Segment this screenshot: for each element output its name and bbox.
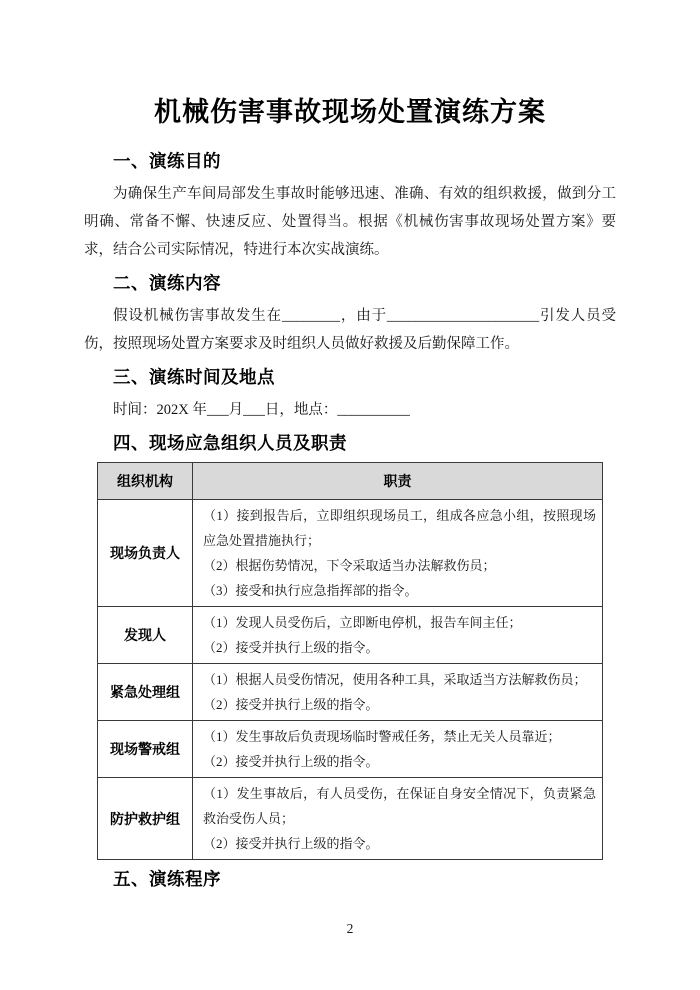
- section-heading-organization: 四、现场应急组织人员及职责: [113, 433, 347, 453]
- section-heading-time-place: 三、演练时间及地点: [113, 367, 275, 387]
- section-heading-procedure: 五、演练程序: [113, 869, 221, 889]
- table-row-discoverer: [98, 607, 603, 664]
- section-heading-purpose: 一、演练目的: [113, 151, 221, 171]
- table-row-emergency-handling: [98, 664, 603, 721]
- duties-table: [97, 462, 603, 860]
- page-number: 2: [346, 921, 354, 936]
- org-cell: 现场警戒组: [98, 721, 193, 778]
- org-cell: 防护救护组: [98, 778, 193, 860]
- duty-item: （1）发生事故后，有人员受伤，在保证自身安全情况下，负责紧急救治受伤人员；: [203, 786, 596, 826]
- duty-item: （1）发现人员受伤后，立即断电停机，报告车间主任；: [203, 615, 522, 630]
- duty-item: （2）根据伤势情况，下令采取适当办法解救伤员；: [203, 558, 496, 573]
- duty-item: （1）发生事故后负责现场临时警戒任务，禁止无关人员靠近；: [203, 729, 561, 744]
- duty-item: （1）根据人员受伤情况，使用各种工具，采取适当方法解救伤员；: [203, 672, 587, 687]
- duty-cell: [193, 664, 603, 721]
- duty-item: （1）接到报告后，立即组织现场员工，组成各应急小组，按照现场应急处置措施执行；: [203, 508, 596, 548]
- paragraph-time-place: 时间：202X 年___月___日，地点：__________: [113, 402, 410, 418]
- duty-item: （2）接受并执行上级的指令。: [203, 836, 379, 851]
- table-header-org: 组织机构: [98, 463, 193, 500]
- duty-item: （2）接受并执行上级的指令。: [203, 697, 379, 712]
- duty-cell: [193, 721, 603, 778]
- org-cell: 现场负责人: [98, 500, 193, 607]
- duty-item: （2）接受并执行上级的指令。: [203, 640, 379, 655]
- table-row-site-guard: [98, 721, 603, 778]
- org-cell: 发现人: [98, 607, 193, 664]
- table-header-row: [98, 463, 603, 500]
- paragraph-purpose: 为确保生产车间局部发生事故时能够迅速、准确、有效的组织救援，做到分工明确、常备不懈、快速反应、处置得当。根据《机械伤害事故现场处置方案》要求，结合公司实际情况，特进行本次实战演练。: [84, 186, 616, 258]
- table-header-duty: 职责: [193, 463, 603, 500]
- page-title: 机械伤害事故现场处置演练方案: [154, 97, 546, 127]
- table-row-rescue-protection: [98, 778, 603, 860]
- duty-cell: [193, 607, 603, 664]
- duty-item: （2）接受并执行上级的指令。: [203, 754, 379, 769]
- paragraph-content: 假设机械伤害事故发生在________，由于_____________________引发人员受伤，按照现场处置方案要求及时组织人员做好救援及后勤保障工作。: [84, 308, 616, 352]
- section-heading-content: 二、演练内容: [113, 273, 221, 293]
- duty-cell: [193, 778, 603, 860]
- duty-item: （3）接受和执行应急指挥部的指令。: [203, 583, 418, 598]
- table-row-site-leader: [98, 500, 603, 607]
- org-cell: 紧急处理组: [98, 664, 193, 721]
- duty-cell: [193, 500, 603, 607]
